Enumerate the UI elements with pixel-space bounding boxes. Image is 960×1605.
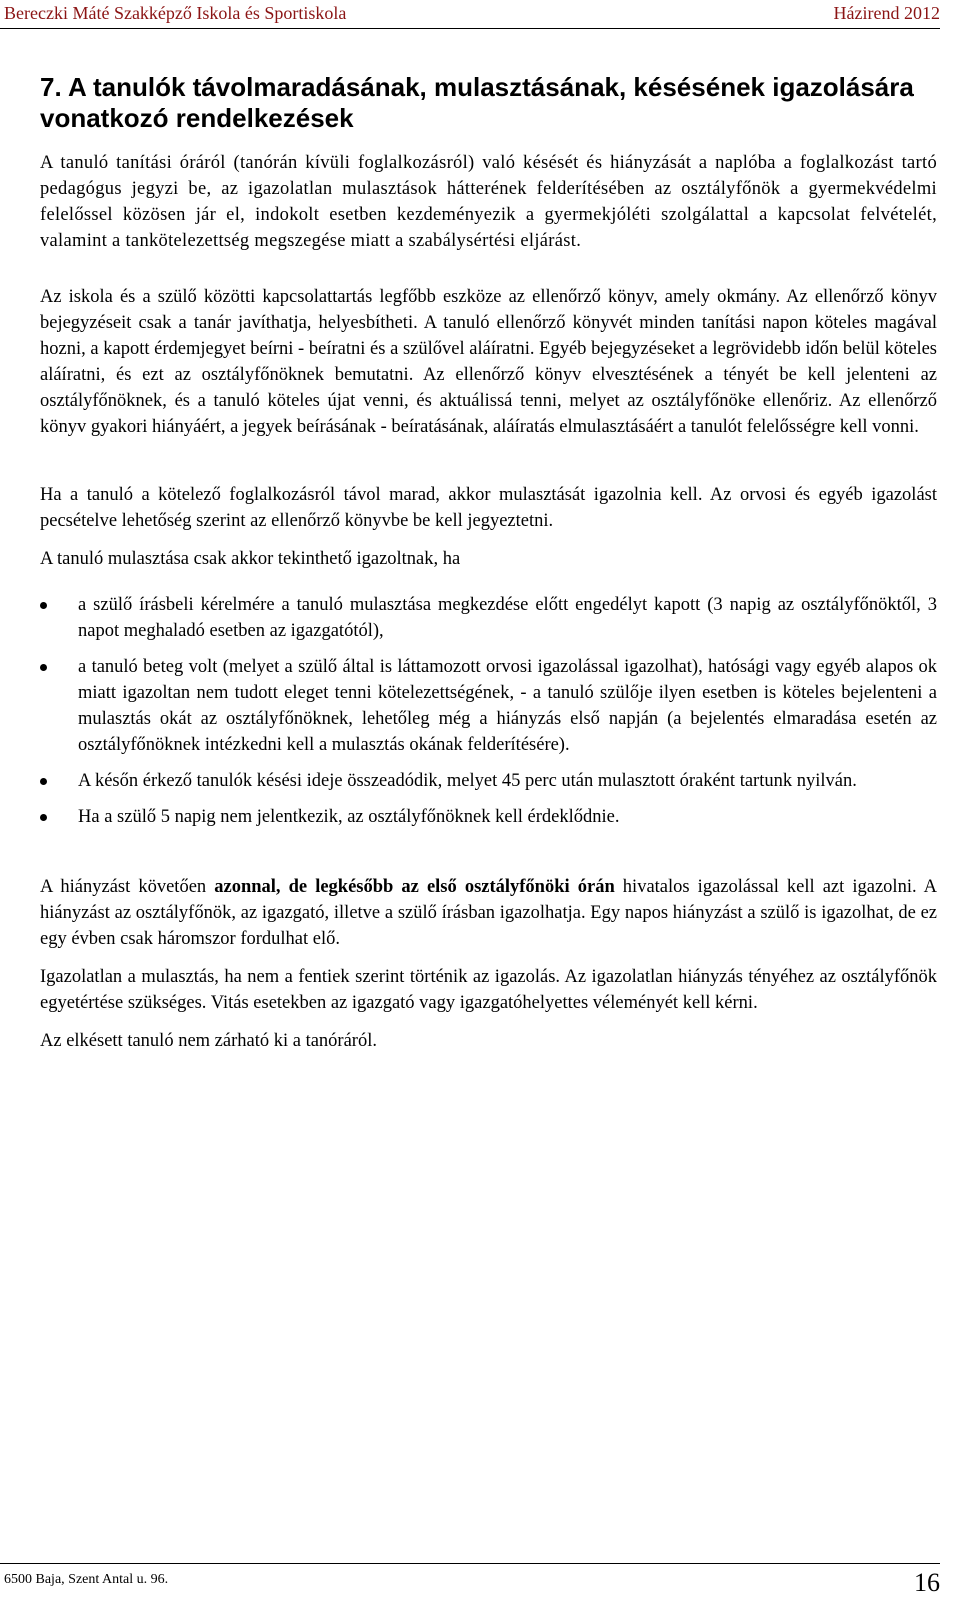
- paragraph-late-student: Az elkésett tanuló nem zárható ki a tanóráról.: [40, 1031, 377, 1051]
- paragraph-unjustified-absence: Igazolatlan a mulasztás, ha nem a fentiek szerint történik az igazolás. Az igazolatlan hiányzás tényéhez az osztályfőnök egyetértése szükséges. Vitás esetekben az igazgató vagy igazgatóhelyettes véleményét kell kérni.: [40, 967, 937, 1013]
- page-header: [0, 0, 940, 29]
- list-item: A későn érkező tanulók késési ideje összeadódik, melyet 45 perc után mulasztott óraként tartunk nyilván.: [40, 768, 937, 794]
- footer-divider: [0, 1563, 940, 1564]
- bullet-icon: [40, 602, 47, 609]
- list-item: a tanuló beteg volt (melyet a szülő által is láttamozott orvosi igazolással igazolhat), hatósági vagy egyéb alapos ok miatt igazoltan nem tudott eleget tenni kötelezettségének, - a tanuló szülője ilyen esetben is köteles bejelenteni a mulasztás okát az osztályfőnöknek, lehetőleg még a hiányzás első napján (a bejelentés elmaradása esetén az osztályfőnöknek intézkedni kell a mulasztás okának felderítésére).: [40, 654, 937, 758]
- paragraph-check-book: Az iskola és a szülő közötti kapcsolattartás legfőbb eszköze az ellenőrző könyv, amely okmány. Az ellenőrző könyv bejegyzéseit csak a tanár javíthatja, helyesbítheti. A tanuló ellenőrző könyvét minden tanítási napon köteles magával hozni, a kapott érdemjegyet beírni - beíratni és a szülővel aláíratni. Egyéb bejegyzéseket a legrövidebb időn belül köteles aláíratni, és ezt az osztályfőnöknek bemutatni. Az ellenőrző könyv elvesztésének a tényét be kell jelenteni az osztályfőnöknek, és a tanuló köteles újat venni, és aktuálissá tenni, melyet az osztályfőnöke ellenőriz. Az ellenőrző könyv gyakori hiányáért, a jegyek beírásának - beíratásának, aláíratás elmulasztásáért a tanulót felelősségre kell vonni.: [40, 287, 937, 437]
- paragraph-justification-deadline: A hiányzást követően azonnal, de legkésőbb az első osztályfőnöki órán hivatalos igazolással kell azt igazolni. A hiányzást az osztályfőnök, az igazgató, illetve a szülő írásban igazolhatja. Egy napos hiányzást a szülő is igazolhat, de ez egy évben csak háromszor fordulhat elő.: [40, 877, 937, 949]
- section-title: 7. A tanulók távolmaradásának, mulasztásának, késésének igazolására vonatkozó rendelkezések: [40, 72, 914, 133]
- deadline-emphasis: azonnal, de legkésőbb az első osztályfőnöki órán: [214, 877, 615, 897]
- bullet-icon: [40, 814, 47, 821]
- header-school-name: Bereczki Máté Szakképző Iskola és Sportiskola: [4, 3, 347, 23]
- paragraph-conditions-intro: A tanuló mulasztása csak akkor tekinthető igazoltnak, ha: [40, 549, 461, 569]
- header-document-title: Házirend 2012: [833, 3, 940, 23]
- list-item: Ha a szülő 5 napig nem jelentkezik, az osztályfőnöknek kell érdeklődnie.: [40, 804, 937, 830]
- list-item: a szülő írásbeli kérelmére a tanuló mulasztása megkezdése előtt engedélyt kapott (3 napig az osztályfőnöktől, 3 napot meghaladó esetben az igazgatótól),: [40, 592, 937, 644]
- footer-address: 6500 Baja, Szent Antal u. 96.: [4, 1572, 169, 1587]
- paragraph-absence-justification: Ha a tanuló a kötelező foglalkozásról távol marad, akkor mulasztását igazolnia kell. Az orvosi és egyéb igazolást pecsételve lehetőség szerint az ellenőrző könyvbe be kell jegyeztetni.: [40, 485, 937, 531]
- bullet-icon: [40, 778, 47, 785]
- page-number: 16: [914, 1568, 940, 1597]
- bullet-icon: [40, 664, 47, 671]
- document-body: [40, 150, 937, 1054]
- paragraph-lateness-recording: A tanuló tanítási óráról (tanórán kívüli foglalkozásról) való késését és hiányzását a naplóba a foglalkozást tartó pedagógus jegyzi be, az igazolatlan mulasztások hátterének felderítésében az osztályfőnök a gyermekvédelmi felelőssel közösen jár el, indokolt esetben kezdeményezik a gyermekjóléti szolgálattal a kapcsolat felvételét, valamint a tankötelezettség megszegése miatt a szabálysértési eljárást.: [40, 153, 937, 251]
- conditions-list: [40, 592, 937, 830]
